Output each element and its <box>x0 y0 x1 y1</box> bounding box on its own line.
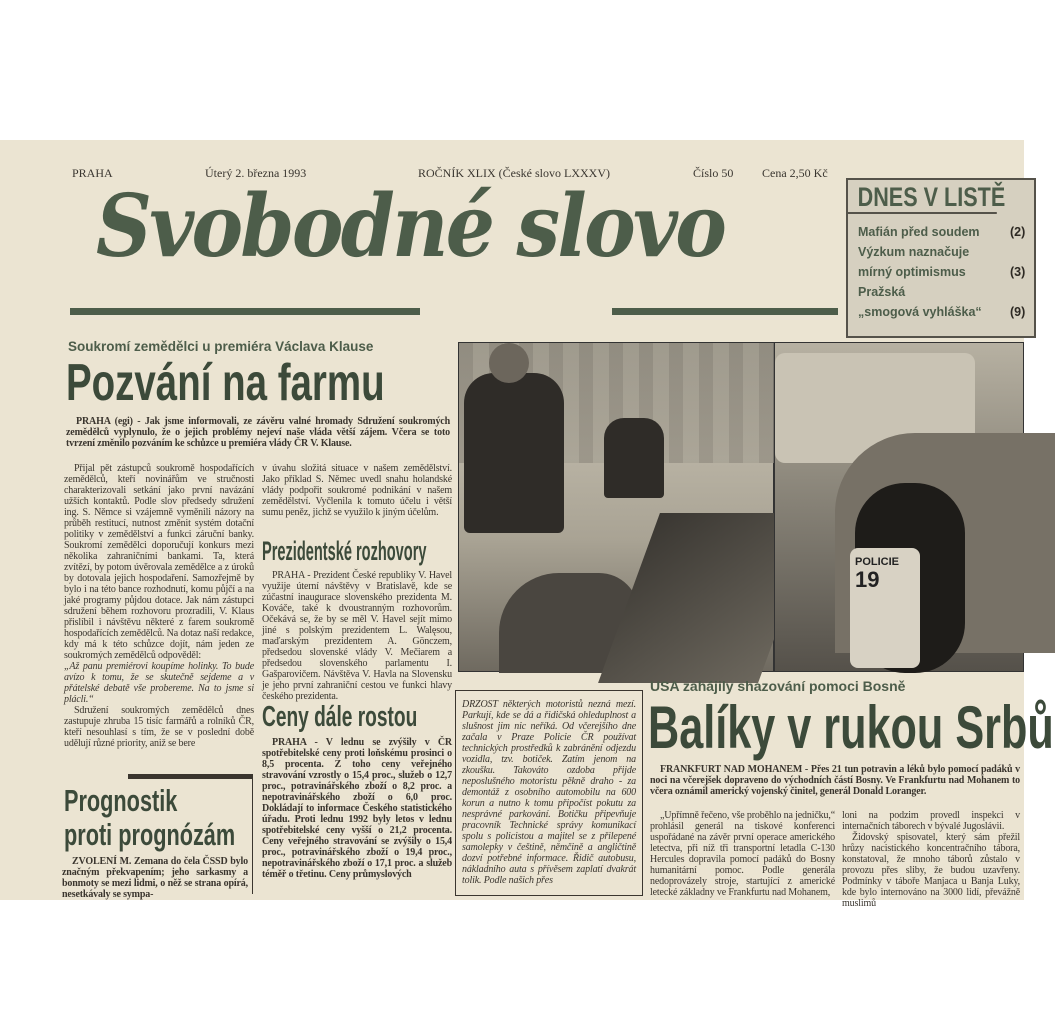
masthead-volume: ROČNÍK XLIX (České slovo LXXXV) <box>418 166 610 180</box>
bosnia-lead: FRANKFURT NAD MOHANEM - Přes 21 tun potravin a léků bylo pomocí padáků v noci na včerejšek dopraveno do východních částí Bosny. Ve Frankfurtu nad Mohanem to včera oznámil americký vojenský činitel, generál Donald Loranger. <box>650 764 1020 797</box>
prices-headline: Ceny dále rostou <box>262 701 418 733</box>
contents-item[interactable]: „smogová vyhláška“ (9) <box>858 305 1026 319</box>
prognostik-body: ZVOLENÍ M. Zemana do čela ČSSD bylo značným překvapením; jeho sarkasmy a bonmoty se mezi lidmi, o něž se strana opírá, nesetkávaly se sympa- <box>62 856 248 900</box>
prices-body: PRAHA - V lednu se zvýšily v ČR spotřebitelské ceny proti loňskému prosinci o 8,5 procenta. Z toho ceny veřejného stravování vzrostly o 15,4 proc., služeb o 12,7 proc., potravinářského zboží o 8,2 proc. a nepotravinářského zboží o 6,0 proc. Dokládají to informace Českého statistického úřadu. Proti lednu 1992 byly letos v lednu spotřebitelské ceny vyšší o 21,2 procenta. Ceny veřejného stravování se zvýšily o 15,4 proc., potravinářského zboží o 19,4 proc., nepotravinářského zboží o 17,1 proc. a služeb téměř o třetinu. Ceny průmyslových <box>262 737 452 880</box>
contents-box <box>846 178 1036 338</box>
bosnia-column-2 <box>842 810 1020 909</box>
masthead-issue: Číslo 50 <box>693 166 734 180</box>
contents-item[interactable]: Mafián před soudem (2) <box>858 225 1026 239</box>
photo-clamp-sign <box>850 548 920 668</box>
farm-quote: „Až panu premiérovi koupíme holinky. To bude avízo k tomu, že se skutečně sejdeme a v přátelské debatě vše probereme. Na to jsme si plácli.“ <box>64 661 254 705</box>
photo-policewoman <box>604 418 664 498</box>
bosnia-body: loni na podzim provedl inspekci v internačních táborech v bývalé Jugoslávii. <box>842 810 1020 832</box>
contents-item[interactable]: mírný optimismus (3) <box>858 265 1026 279</box>
farm-body-end: Sdružení soukromých zemědělců dnes zastupuje zhruba 15 tisíc farmářů a rolníků ČR, kteří nesouhlasí s tím, že se v poslední době udělují různé priority, aniž se bere <box>64 705 254 749</box>
masthead-price: Cena 2,50 Kč <box>762 166 828 180</box>
prognostik-headline-2: proti prognózám <box>64 817 236 852</box>
newspaper-logo: Svobodné slovo <box>96 176 725 277</box>
farm-lead: PRAHA (egi) - Jak jsme informovali, ze závěru valné hromady Sdružení soukromých zemědělců vyplynulo, že o jejich problémy nejeví naše vláda větší zájem. Včera se toto tvrzení změnilo pozváním ke schůzce u premiéra vlády ČR V. Klause. <box>66 416 450 449</box>
prognostik-rule <box>128 774 252 779</box>
photo-police-clamping <box>458 342 774 672</box>
drzost-body: DRZOST některých motoristů nezná mezí. Parkují, kde se dá a řidičská ohleduplnost a slušnost jim nic neříká. Od včerejšího dne začala v Praze Policie ČR používat technických prostředků k zabránění odjezdu vozidla, tzv. botiček. Zatím jenom na zkoušku. Takováto ozdoba přijde neposlušného motoristu pěkně draho - za demontáž z osobního automobilu na 600 korun a nutno k tomu připočíst pokutu za nesprávné parkování. Botičku připevňuje pracovník Technické správy komunikací spolu s policistou a majitel se z přilepené samolepky v češtině, němčině a angličtině dozví potřebné informace. Řidič autobusu, nákladního auta s přívěsem zaplatí dvakrát tolik. Podle našich přes <box>462 699 636 886</box>
bosnia-body-2: Židovský spisovatel, který sám přežil hrůzy nacistického koncentračního tábora, konstatoval, že mnoho táborů zůstalo v provozu přes sliby, že budou uzavřeny. Podmínky v táboře Manjaca u Banja Luky, kde bylo internováno na 3000 lidí, převážně muslimů <box>842 832 1020 909</box>
sign-number: 19 <box>855 567 880 592</box>
bosnia-column-1: „Upřímně řečeno, vše proběhlo na jedničku,“ prohlásil generál na tiskové konferenci uspořádané na závěr první operace amerického letectva, při níž tři transportní letadla C-130 Hercules dopravila pomocí padáků do Bosny humanitární pomoc. Podle generála nedoprovázely stroje, startující z americké letecké základny ve Frankfurtu nad Mohanem, <box>650 810 835 898</box>
logo-underline-right <box>612 308 838 315</box>
photo-wheel-clamp <box>774 342 1024 672</box>
photo-policeman <box>464 373 564 533</box>
farm-column-2: v úvahu složitá situace v našem zemědělství. Jako příklad S. Němec uvedl snahu holandské vlády podpořit soukromé podnikání v našem zemědělství. Vyčlenila k tomuto účelu i větší sumu peněz, jichž se využilo k jiným účelům. <box>262 463 452 518</box>
farm-headline: Pozvání na farmu <box>66 354 385 412</box>
newspaper-page <box>0 140 1054 909</box>
logo-underline-left <box>70 308 420 315</box>
contents-item[interactable]: Pražská <box>858 285 906 299</box>
farm-kicker: Soukromí zemědělci u premiéra Václava Klause <box>68 339 374 354</box>
president-headline: Prezidentské rozhovory <box>262 536 427 566</box>
farm-column-1 <box>64 463 254 749</box>
contents-title: DNES V LISTĚ <box>848 180 997 214</box>
drzost-box <box>455 690 643 896</box>
masthead-city: PRAHA <box>72 166 113 180</box>
photo-policeman-head <box>489 343 529 383</box>
sign-text: POLICIE <box>855 556 900 568</box>
president-body: PRAHA - Prezident České republiky V. Havel využije úterní návštěvy v Bratislavě, kde se zúčastní inaugurace slovenského prezidenta M. Kováče, také k dvoustranným rozhovorům. Očekává se, že by se měl V. Havel sejít mimo jiné s polským prezidentem L. Walęsou, maďarským prezidentem A. Gönczem, předsedou slovenské vlády V. Mečiarem a předsedou slovenského parlamentu I. Gašparovičem. Návštěva V. Havla na Slovensku je jeho první zahraniční cestou ve funkci hlavy českého prezidenta. <box>262 570 452 702</box>
contents-item[interactable]: Výzkum naznačuje <box>858 245 970 259</box>
prognostik-border <box>252 774 253 894</box>
masthead-date: Úterý 2. března 1993 <box>205 166 307 180</box>
bosnia-headline: Balíky v rukou Srbů <box>648 694 1054 761</box>
farm-body: Přijal pět zástupců soukromě hospodařících zemědělců, kteří novinářům ve stručnosti charakterizovali setkání jako první navázání užších kontaktů. Podle slov předsedy sdružení ing. S. Němce si vzájemně vyměnili názory na průběh restitucí, nutnost změnit systém dotační politiky v zemědělství a funkci záruční banky. Soukromí zemědělci doporučují konkurs mezi několika zahraničními bankami. Ta, která zvítězí, by potom úvěrovala zemědělce a z úroků by dotovala jejich hospodaření. Samozřejmě by bylo i na této bance rozhodnutí, komu půjčí a na jaké programy půjdou dotace. Jak nám zástupci sdružení během rozhovoru prozradili, V. Klaus přislíbil i návštěvu některé z farem soukromě hospodařících zemědělců. Na dotaz naší redakce, kdy má k této schůzce dojít, nám jeden ze soukromých zemědělců odpověděl: <box>64 463 254 661</box>
bosnia-kicker: USA zahájily shazování pomoci Bosně <box>650 678 906 694</box>
prognostik-headline-1: Prognostik <box>64 783 178 818</box>
